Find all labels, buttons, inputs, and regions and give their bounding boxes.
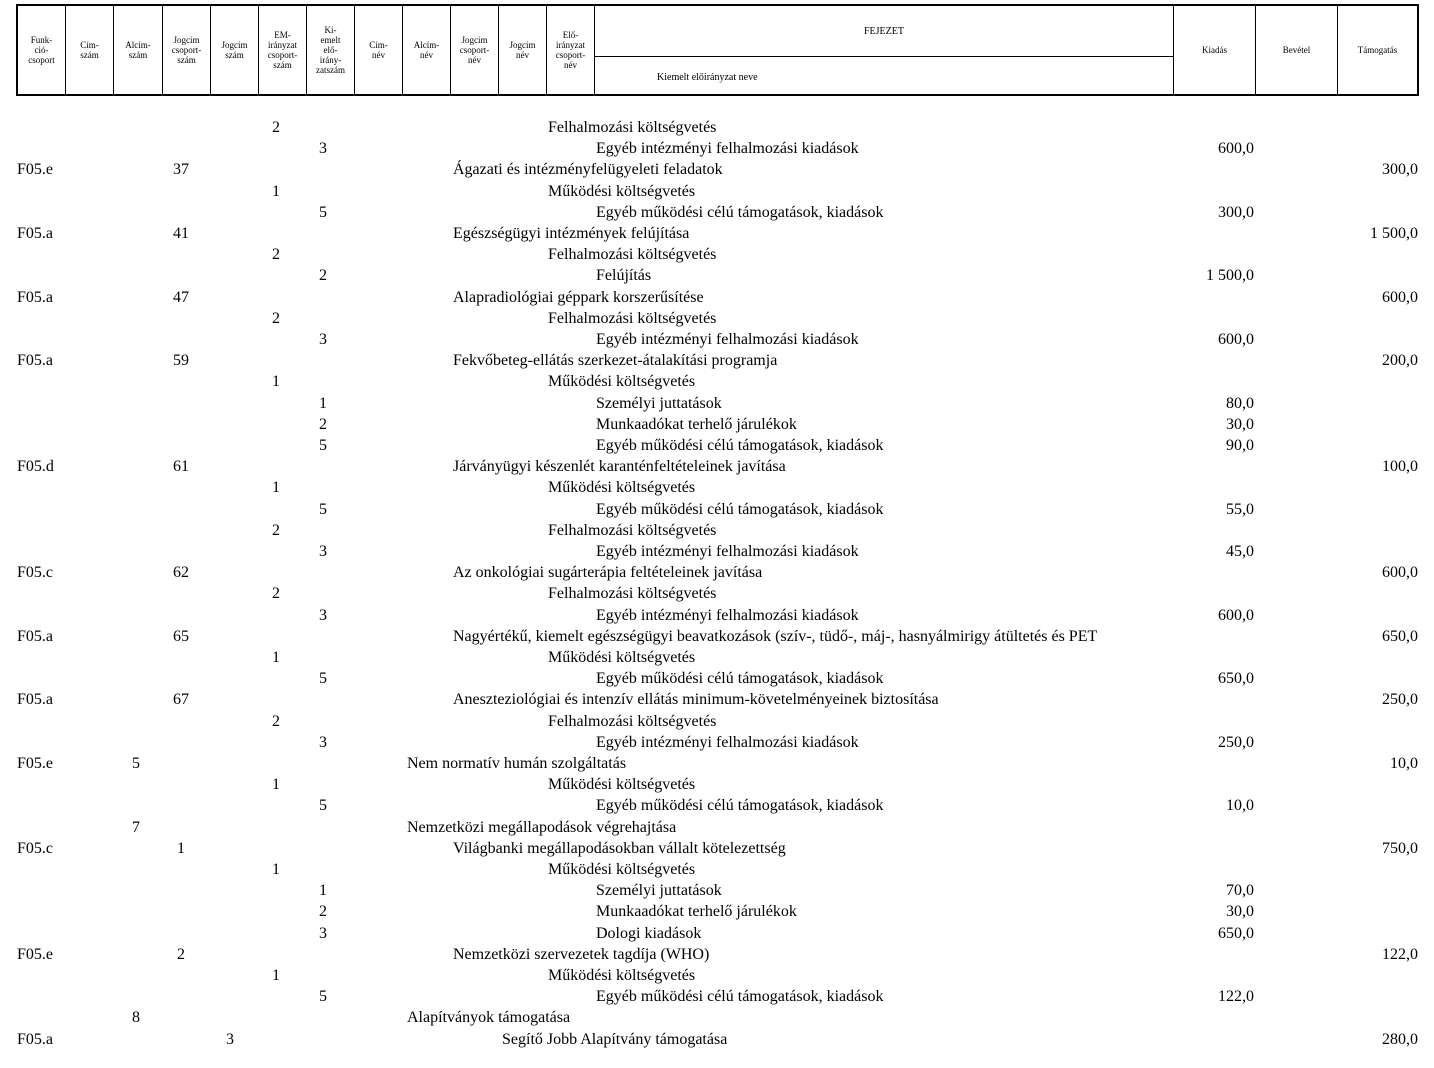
item-name: Egyéb működési célú támogatások, kiadások <box>596 437 884 454</box>
appropriation-group-number: 61 <box>173 458 189 475</box>
header-col-10: Jogcím név <box>499 6 547 94</box>
item-name: Felhalmozási költségvetés <box>548 585 717 602</box>
item-name: Nemzetközi megállapodások végrehajtása <box>407 819 677 836</box>
item-name: Egyéb működési célú támogatások, kiadások <box>596 501 884 518</box>
estimate-group-number: 1 <box>272 967 280 984</box>
item-name: Fekvőbeteg-ellátás szerkezet-átalakítási programja <box>453 352 778 369</box>
expenditure-value: 650,0 <box>1218 670 1254 687</box>
appropriation-group-number: 62 <box>173 564 189 581</box>
item-name: Alapradiológiai géppark korszerűsítése <box>453 289 704 306</box>
expenditure-value: 122,0 <box>1218 988 1254 1005</box>
item-name: Egyéb működési célú támogatások, kiadások <box>596 988 884 1005</box>
expenditure-value: 600,0 <box>1218 140 1254 157</box>
expenditure-value: 10,0 <box>1226 797 1254 814</box>
expenditure-value: 55,0 <box>1226 501 1254 518</box>
featured-estimate-number: 2 <box>319 267 327 284</box>
table-row <box>0 562 1434 584</box>
featured-estimate-number: 5 <box>319 797 327 814</box>
table-row <box>0 477 1434 499</box>
table-row <box>0 795 1434 817</box>
subsidy-value: 122,0 <box>1382 946 1418 963</box>
table-row <box>0 880 1434 902</box>
item-name: Személyi juttatások <box>596 395 722 412</box>
table-row <box>0 668 1434 690</box>
featured-estimate-number: 5 <box>319 204 327 221</box>
table-row <box>0 117 1434 139</box>
table-row <box>0 711 1434 733</box>
table-row <box>0 774 1434 796</box>
function-group-code: F05.c <box>17 564 53 581</box>
expenditure-value: 30,0 <box>1226 416 1254 433</box>
estimate-group-number: 1 <box>272 373 280 390</box>
header-chapter-subtitle: Kiemelt előirányzat neve <box>657 72 758 83</box>
subsidy-value: 100,0 <box>1382 458 1418 475</box>
table-row <box>0 944 1434 966</box>
function-group-code: F05.a <box>17 352 53 369</box>
estimate-group-number: 2 <box>272 585 280 602</box>
estimate-group-number: 1 <box>272 479 280 496</box>
table-row <box>0 223 1434 245</box>
appropriation-group-number: 59 <box>173 352 189 369</box>
function-group-code: F05.e <box>17 161 53 178</box>
function-group-code: F05.a <box>17 628 53 645</box>
item-name: Felhalmozási költségvetés <box>548 713 717 730</box>
featured-estimate-number: 3 <box>319 543 327 560</box>
function-group-code: F05.a <box>17 289 53 306</box>
table-row <box>0 499 1434 521</box>
item-name: Járványügyi készenlét karanténfeltételeinek javítása <box>453 458 786 475</box>
header-col-bevetel: Bevétel <box>1256 6 1338 94</box>
table-row <box>0 181 1434 203</box>
function-group-code: F05.e <box>17 755 53 772</box>
table-row <box>0 1007 1434 1029</box>
expenditure-value: 250,0 <box>1218 734 1254 751</box>
appropriation-group-number: 47 <box>173 289 189 306</box>
table-row <box>0 689 1434 711</box>
expenditure-value: 70,0 <box>1226 882 1254 899</box>
item-name: Egészségügyi intézmények felújítása <box>453 225 690 242</box>
table-row <box>0 583 1434 605</box>
table-row <box>0 901 1434 923</box>
appropriation-group-number: 41 <box>173 225 189 242</box>
item-name: Ágazati és intézményfelügyeleti feladatok <box>453 161 723 178</box>
subsidy-value: 200,0 <box>1382 352 1418 369</box>
estimate-group-number: 2 <box>272 713 280 730</box>
table-row <box>0 520 1434 542</box>
item-name: Nagyértékű, kiemelt egészségügyi beavatkozások (szív-, tüdő-, máj-, hasnyálmirigy átültetés és PET <box>453 628 1098 645</box>
item-name: Működési költségvetés <box>548 649 696 666</box>
appropriation-number: 3 <box>226 1031 234 1048</box>
item-name: Egyéb intézményi felhalmozási kiadások <box>596 734 859 751</box>
featured-estimate-number: 3 <box>319 140 327 157</box>
item-name: Dologi kiadások <box>596 925 702 942</box>
item-name: Nem normatív humán szolgáltatás <box>407 755 627 772</box>
subsidy-value: 300,0 <box>1382 161 1418 178</box>
function-group-code: F05.c <box>17 840 53 857</box>
table-row <box>0 287 1434 309</box>
header-col-7: Cím- név <box>355 6 403 94</box>
estimate-group-number: 1 <box>272 183 280 200</box>
table-row <box>0 371 1434 393</box>
table-row <box>0 753 1434 775</box>
item-name: Segítő Jobb Alapítvány támogatása <box>502 1031 728 1048</box>
header-col-kiadas: Kiadás <box>1174 6 1256 94</box>
subsidy-value: 650,0 <box>1382 628 1418 645</box>
item-name: Személyi juttatások <box>596 882 722 899</box>
featured-estimate-number: 3 <box>319 331 327 348</box>
appropriation-group-number: 65 <box>173 628 189 645</box>
header-col-8: Alcím- név <box>403 6 451 94</box>
table-row <box>0 138 1434 160</box>
function-group-code: F05.a <box>17 691 53 708</box>
expenditure-value: 30,0 <box>1226 903 1254 920</box>
item-name: Világbanki megállapodásokban vállalt kötelezettség <box>453 840 786 857</box>
subsidy-value: 1 500,0 <box>1370 225 1418 242</box>
header-col-4: Jogcím szám <box>211 6 259 94</box>
table-row <box>0 1029 1434 1051</box>
table-row <box>0 393 1434 415</box>
item-name: Működési költségvetés <box>548 373 696 390</box>
header-col-3: Jogcím csoport- szám <box>163 6 211 94</box>
function-group-code: F05.e <box>17 946 53 963</box>
table-row <box>0 202 1434 224</box>
appropriation-group-number: 2 <box>177 946 185 963</box>
header-chapter-title: FEJEZET <box>864 26 904 37</box>
table-row <box>0 308 1434 330</box>
estimate-group-number: 2 <box>272 310 280 327</box>
appropriation-group-number: 1 <box>177 840 185 857</box>
item-name: Működési költségvetés <box>548 183 696 200</box>
estimate-group-number: 1 <box>272 861 280 878</box>
item-name: Egyéb intézményi felhalmozási kiadások <box>596 607 859 624</box>
function-group-code: F05.a <box>17 225 53 242</box>
title-number: 5 <box>132 755 140 772</box>
expenditure-value: 1 500,0 <box>1206 267 1254 284</box>
expenditure-value: 300,0 <box>1218 204 1254 221</box>
item-name: Alapítványok támogatása <box>407 1009 571 1026</box>
item-name: Munkaadókat terhelő járulékok <box>596 903 797 920</box>
item-name: Egyéb működési célú támogatások, kiadások <box>596 797 884 814</box>
table-row <box>0 605 1434 627</box>
expenditure-value: 600,0 <box>1218 331 1254 348</box>
featured-estimate-number: 1 <box>319 882 327 899</box>
subsidy-value: 280,0 <box>1382 1031 1418 1048</box>
featured-estimate-number: 2 <box>319 903 327 920</box>
item-name: Felújítás <box>596 267 652 284</box>
table-row <box>0 414 1434 436</box>
appropriation-group-number: 67 <box>173 691 189 708</box>
header-col-11: Elő- irányzat csoport- név <box>547 6 595 94</box>
expenditure-value: 90,0 <box>1226 437 1254 454</box>
expenditure-value: 80,0 <box>1226 395 1254 412</box>
table-row <box>0 456 1434 478</box>
subsidy-value: 600,0 <box>1382 289 1418 306</box>
subsidy-value: 600,0 <box>1382 564 1418 581</box>
header-col-5: EM- irányzat csoport- szám <box>259 6 307 94</box>
featured-estimate-number: 5 <box>319 670 327 687</box>
expenditure-value: 650,0 <box>1218 925 1254 942</box>
table-row <box>0 329 1434 351</box>
estimate-group-number: 2 <box>272 119 280 136</box>
table-row <box>0 435 1434 457</box>
table-row <box>0 626 1434 648</box>
subsidy-value: 250,0 <box>1382 691 1418 708</box>
item-name: Egyéb működési célú támogatások, kiadások <box>596 670 884 687</box>
table-row <box>0 817 1434 839</box>
table-row <box>0 159 1434 181</box>
expenditure-value: 45,0 <box>1226 543 1254 560</box>
item-name: Működési költségvetés <box>548 967 696 984</box>
estimate-group-number: 1 <box>272 649 280 666</box>
table-row <box>0 732 1434 754</box>
item-name: Felhalmozási költségvetés <box>548 119 717 136</box>
featured-estimate-number: 2 <box>319 416 327 433</box>
item-name: Felhalmozási költségvetés <box>548 246 717 263</box>
featured-estimate-number: 5 <box>319 437 327 454</box>
featured-estimate-number: 1 <box>319 395 327 412</box>
subsidy-value: 750,0 <box>1382 840 1418 857</box>
item-name: Egyéb működési célú támogatások, kiadások <box>596 204 884 221</box>
table-row <box>0 265 1434 287</box>
featured-estimate-number: 5 <box>319 501 327 518</box>
table-row <box>0 838 1434 860</box>
item-name: Felhalmozási költségvetés <box>548 522 717 539</box>
expenditure-value: 600,0 <box>1218 607 1254 624</box>
header-col-0: Funk- ció- csoport <box>18 6 66 94</box>
title-number: 7 <box>132 819 140 836</box>
table-row <box>0 859 1434 881</box>
item-name: Egyéb intézményi felhalmozási kiadások <box>596 140 859 157</box>
featured-estimate-number: 3 <box>319 925 327 942</box>
appropriation-group-number: 37 <box>173 161 189 178</box>
table-row <box>0 986 1434 1008</box>
subsidy-value: 10,0 <box>1390 755 1418 772</box>
item-name: Aneszteziológiai és intenzív ellátás minimum-követelményeinek biztosítása <box>453 691 939 708</box>
item-name: Felhalmozási költségvetés <box>548 310 717 327</box>
featured-estimate-number: 3 <box>319 734 327 751</box>
table-row <box>0 541 1434 563</box>
header-col-9: Jogcím csoport- név <box>451 6 499 94</box>
featured-estimate-number: 5 <box>319 988 327 1005</box>
table-row <box>0 647 1434 669</box>
estimate-group-number: 1 <box>272 776 280 793</box>
header-col-1: Cím- szám <box>66 6 114 94</box>
item-name: Munkaadókat terhelő járulékok <box>596 416 797 433</box>
function-group-code: F05.d <box>17 458 54 475</box>
item-name: Működési költségvetés <box>548 479 696 496</box>
item-name: Egyéb intézményi felhalmozási kiadások <box>596 543 859 560</box>
item-name: Egyéb intézményi felhalmozási kiadások <box>596 331 859 348</box>
featured-estimate-number: 3 <box>319 607 327 624</box>
table-row <box>0 923 1434 945</box>
item-name: Működési költségvetés <box>548 776 696 793</box>
item-name: Nemzetközi szervezetek tagdíja (WHO) <box>453 946 710 963</box>
item-name: Az onkológiai sugárterápia feltételeinek javítása <box>453 564 763 581</box>
function-group-code: F05.a <box>17 1031 53 1048</box>
item-name: Működési költségvetés <box>548 861 696 878</box>
estimate-group-number: 2 <box>272 522 280 539</box>
header-col-6: Ki- emelt elő- irány- zatszám <box>307 6 355 94</box>
table-row <box>0 350 1434 372</box>
header-col-2: Alcím- szám <box>114 6 163 94</box>
table-row <box>0 244 1434 266</box>
table-row <box>0 965 1434 987</box>
title-number: 8 <box>132 1009 140 1026</box>
header-col-tamogatas: Támogatás <box>1357 45 1398 55</box>
estimate-group-number: 2 <box>272 246 280 263</box>
